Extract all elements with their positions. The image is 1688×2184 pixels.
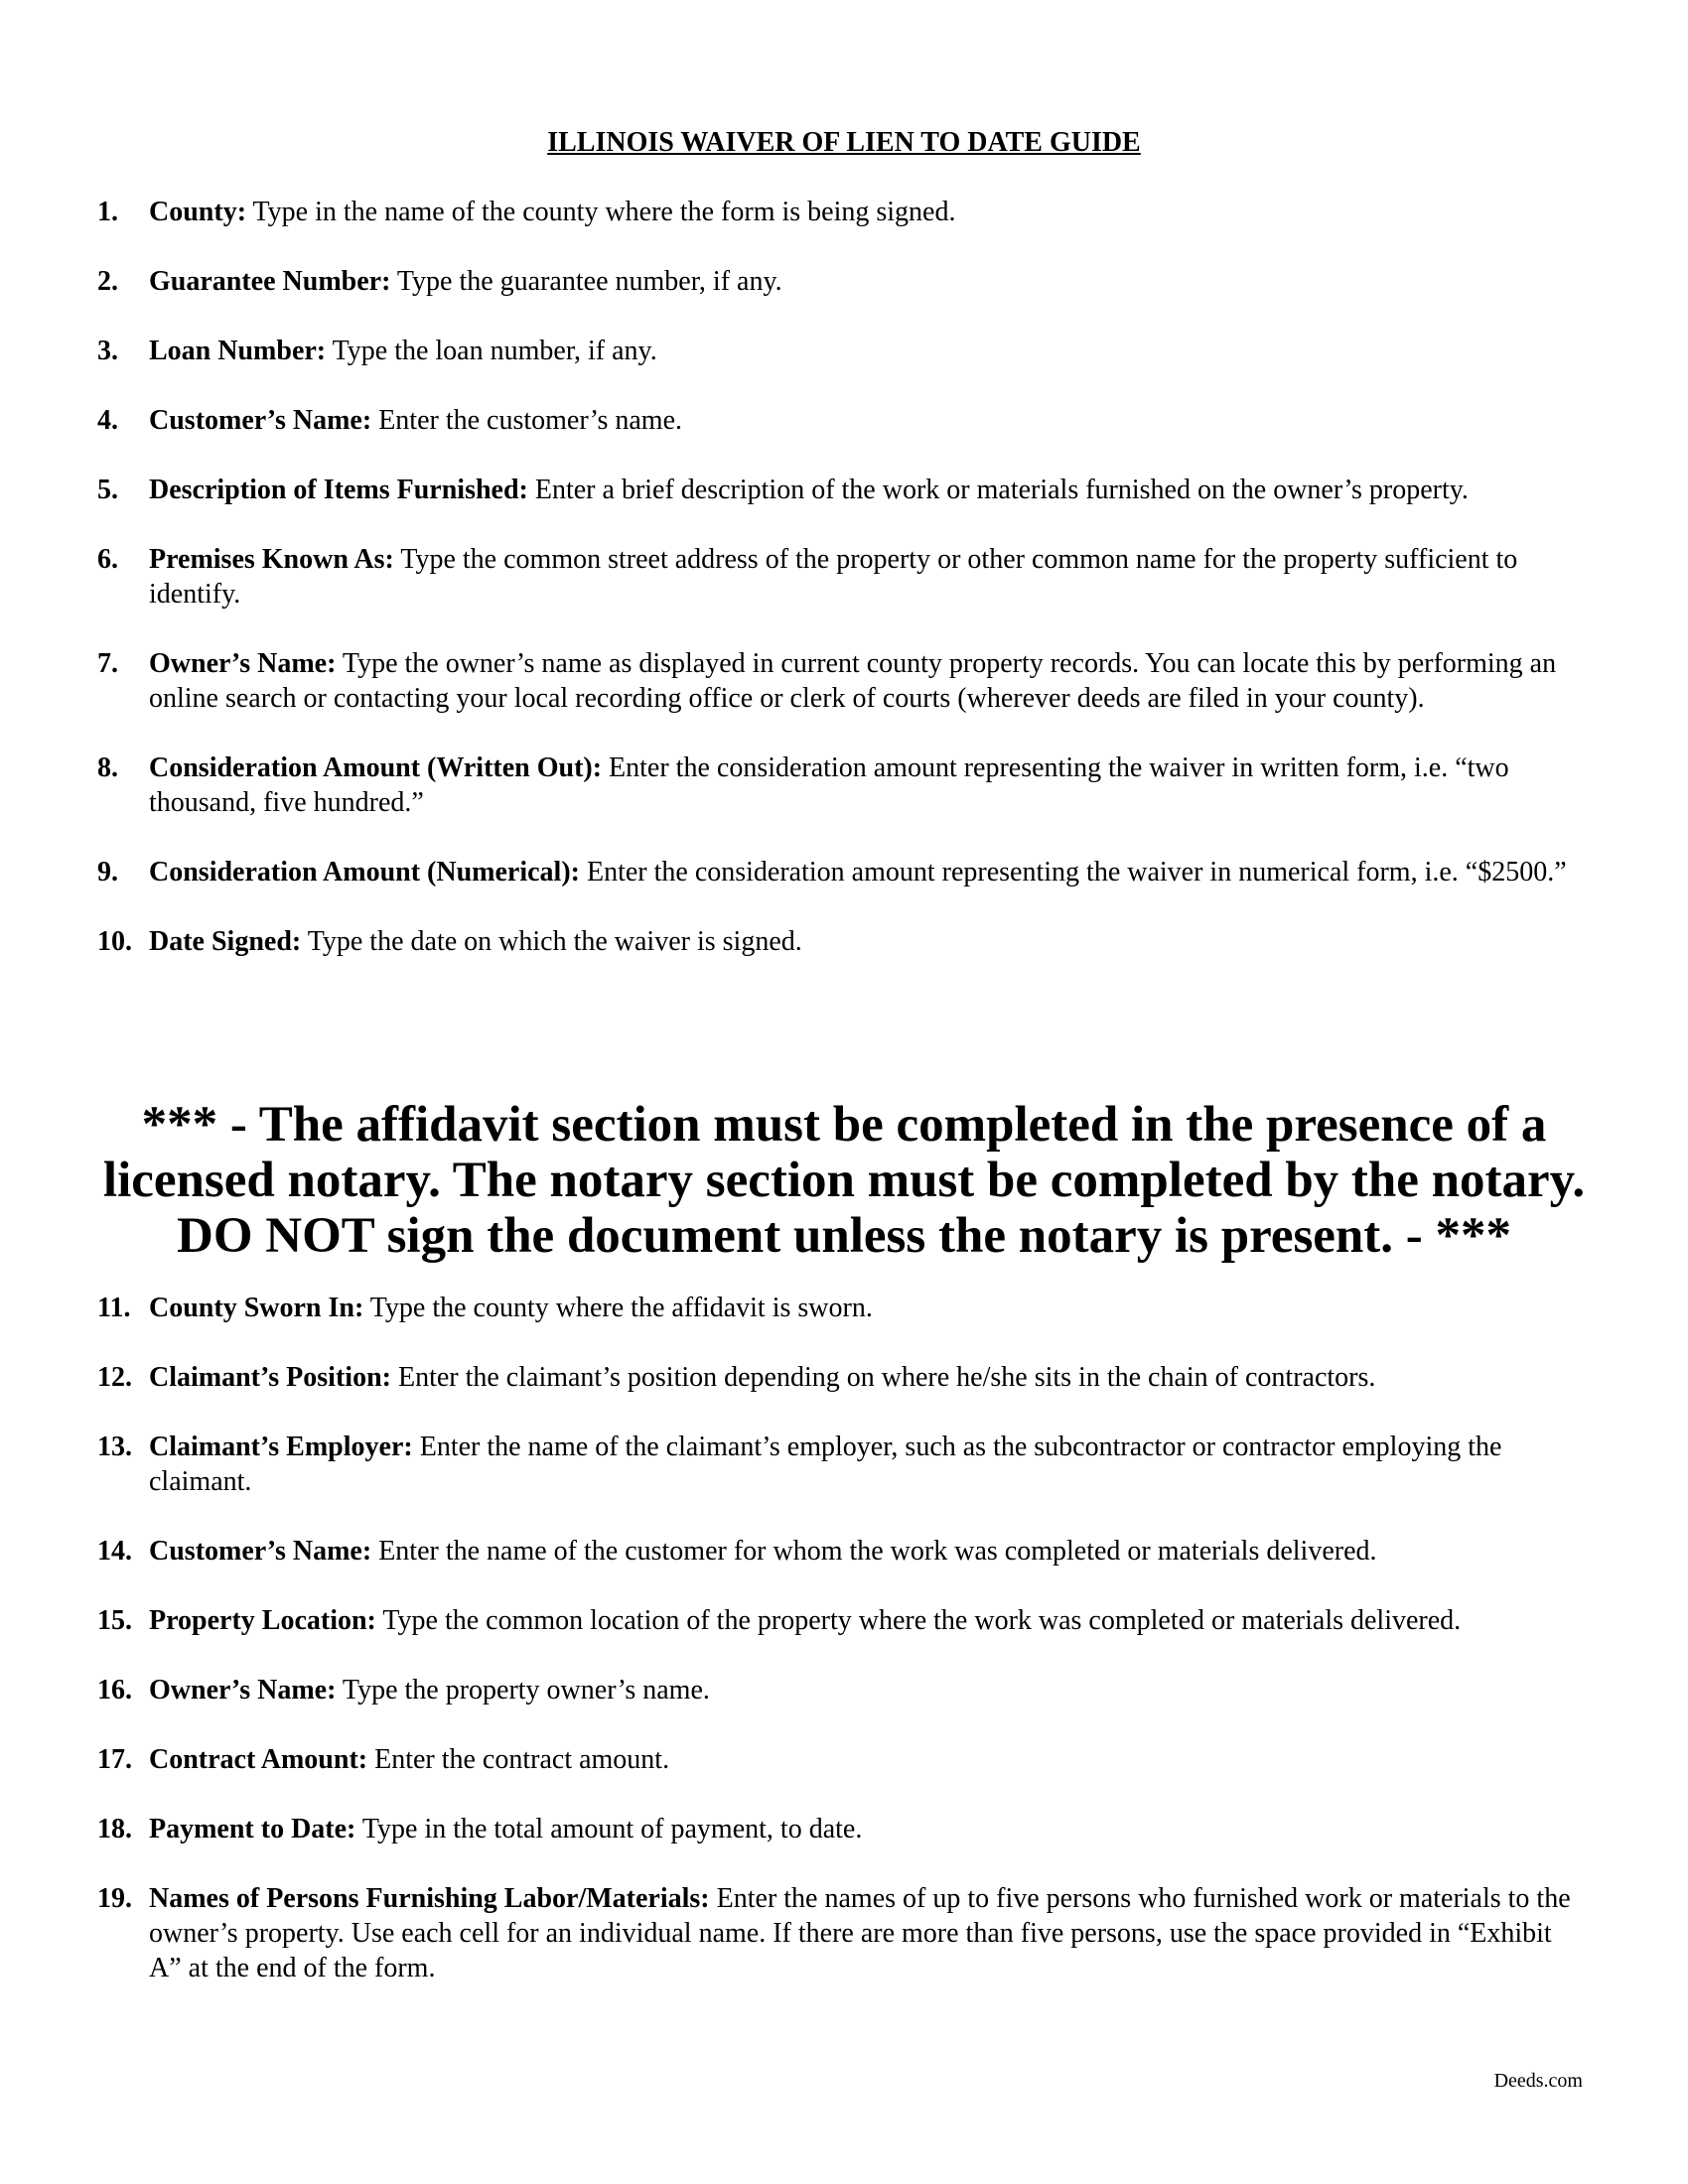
guide-item — [97, 1673, 1587, 1707]
document-title: ILLINOIS WAIVER OF LIEN TO DATE GUIDE — [547, 127, 1141, 158]
item-number: 17. — [97, 1744, 132, 1775]
guide-item — [97, 1291, 1587, 1325]
item-number: 16. — [97, 1675, 132, 1706]
item-description: Type the date on which the waiver is signed. — [301, 926, 802, 957]
item-description: Type the county where the affidavit is sworn. — [363, 1293, 873, 1323]
item-number: 2. — [97, 266, 118, 297]
guide-item — [97, 646, 1587, 716]
item-description: Type the guarantee number, if any. — [390, 266, 782, 297]
item-number: 7. — [97, 648, 118, 679]
item-number: 6. — [97, 544, 118, 575]
notice-line: DO NOT sign the document unless the notary is present. - *** — [176, 1208, 1512, 1264]
item-term: County Sworn In: — [149, 1293, 364, 1323]
item-term: Consideration Amount (Numerical): — [149, 857, 580, 887]
item-term: Consideration Amount (Written Out): — [149, 752, 603, 783]
item-number: 19. — [97, 1883, 132, 1914]
item-term: Guarantee Number: — [149, 266, 391, 297]
item-term: Owner’s Name: — [149, 1675, 337, 1706]
item-description: Enter the consideration amount representing the waiver in numerical form, i.e. “$2500.” — [579, 857, 1567, 887]
guide-list-part-1 — [97, 195, 1587, 994]
item-description: Enter the claimant’s position depending on where he/she sits in the chain of contractors. — [390, 1362, 1376, 1393]
item-number: 4. — [97, 405, 118, 436]
guide-item — [97, 855, 1587, 889]
item-number: 1. — [97, 197, 118, 227]
item-description: Enter the name of the claimant’s employer, such as the subcontractor or contractor employing the claimant. — [149, 1432, 1502, 1497]
guide-item — [97, 1881, 1587, 1985]
item-description: Type the owner’s name as displayed in current county property records. You can locate this by performing an online search or contacting your local recording office or clerk of courts (wherever deeds are filed in your county). — [149, 648, 1557, 714]
guide-item — [97, 195, 1587, 229]
item-term: Claimant’s Employer: — [149, 1432, 413, 1462]
guide-item — [97, 1360, 1587, 1395]
item-description: Type the property owner’s name. — [336, 1675, 710, 1706]
item-number: 13. — [97, 1432, 132, 1462]
item-term: Customer’s Name: — [149, 405, 372, 436]
item-term: Premises Known As: — [149, 544, 394, 575]
item-description: Type in the total amount of payment, to date. — [355, 1814, 863, 1844]
guide-item — [97, 924, 1587, 959]
guide-item — [97, 1742, 1587, 1777]
item-term: Claimant’s Position: — [149, 1362, 391, 1393]
item-term: Customer’s Name: — [149, 1536, 372, 1567]
item-term: Contract Amount: — [149, 1744, 368, 1775]
guide-item — [97, 1430, 1587, 1499]
item-description: Enter a brief description of the work or materials furnished on the owner’s property. — [527, 475, 1469, 505]
guide-item — [97, 334, 1587, 368]
item-number: 18. — [97, 1814, 132, 1844]
notary-notice — [0, 1097, 1688, 1264]
item-number: 8. — [97, 752, 118, 783]
item-description: Type the common street address of the property or other common name for the property sufficient to identify. — [149, 544, 1518, 610]
item-term: Description of Items Furnished: — [149, 475, 528, 505]
item-term: Owner’s Name: — [149, 648, 337, 679]
item-number: 15. — [97, 1605, 132, 1636]
guide-item — [97, 1603, 1587, 1638]
item-number: 5. — [97, 475, 118, 505]
item-number: 12. — [97, 1362, 132, 1393]
guide-item — [97, 264, 1587, 299]
item-description: Enter the consideration amount representing the waiver in written form, i.e. “two thousand, five hundred.” — [149, 752, 1509, 818]
item-term: Names of Persons Furnishing Labor/Materials: — [149, 1883, 710, 1914]
item-description: Enter the names of up to five persons who furnished work or materials to the owner’s property. Use each cell for an individual name. If there are more than five persons, use the space provided in “Exhibit A” at the end of the form. — [149, 1883, 1571, 1983]
notice-line: *** - The affidavit section must be completed in the presence of a — [141, 1097, 1547, 1153]
guide-item — [97, 473, 1587, 507]
guide-item — [97, 1812, 1587, 1846]
item-description: Type in the name of the county where the form is being signed. — [246, 197, 956, 227]
item-number: 3. — [97, 336, 118, 366]
guide-item — [97, 403, 1587, 438]
footer-brand: Deeds.com — [1493, 2070, 1583, 2092]
item-number: 14. — [97, 1536, 132, 1567]
item-description: Enter the contract amount. — [367, 1744, 670, 1775]
item-description: Enter the customer’s name. — [371, 405, 683, 436]
item-number: 9. — [97, 857, 118, 887]
item-number: 10. — [97, 926, 132, 957]
item-description: Enter the name of the customer for whom the work was completed or materials delivered. — [371, 1536, 1377, 1567]
item-term: County: — [149, 197, 247, 227]
item-term: Payment to Date: — [149, 1814, 356, 1844]
item-term: Loan Number: — [149, 336, 327, 366]
guide-item — [97, 751, 1587, 820]
guide-item — [97, 1534, 1587, 1569]
item-description: Type the loan number, if any. — [326, 336, 657, 366]
guide-list-part-2 — [97, 1291, 1587, 2020]
item-description: Type the common location of the property where the work was completed or materials delivered. — [375, 1605, 1462, 1636]
item-term: Date Signed: — [149, 926, 302, 957]
notice-line: licensed notary. The notary section must be completed by the notary. — [102, 1153, 1586, 1208]
guide-item — [97, 542, 1587, 612]
item-number: 11. — [97, 1293, 131, 1323]
item-term: Property Location: — [149, 1605, 376, 1636]
